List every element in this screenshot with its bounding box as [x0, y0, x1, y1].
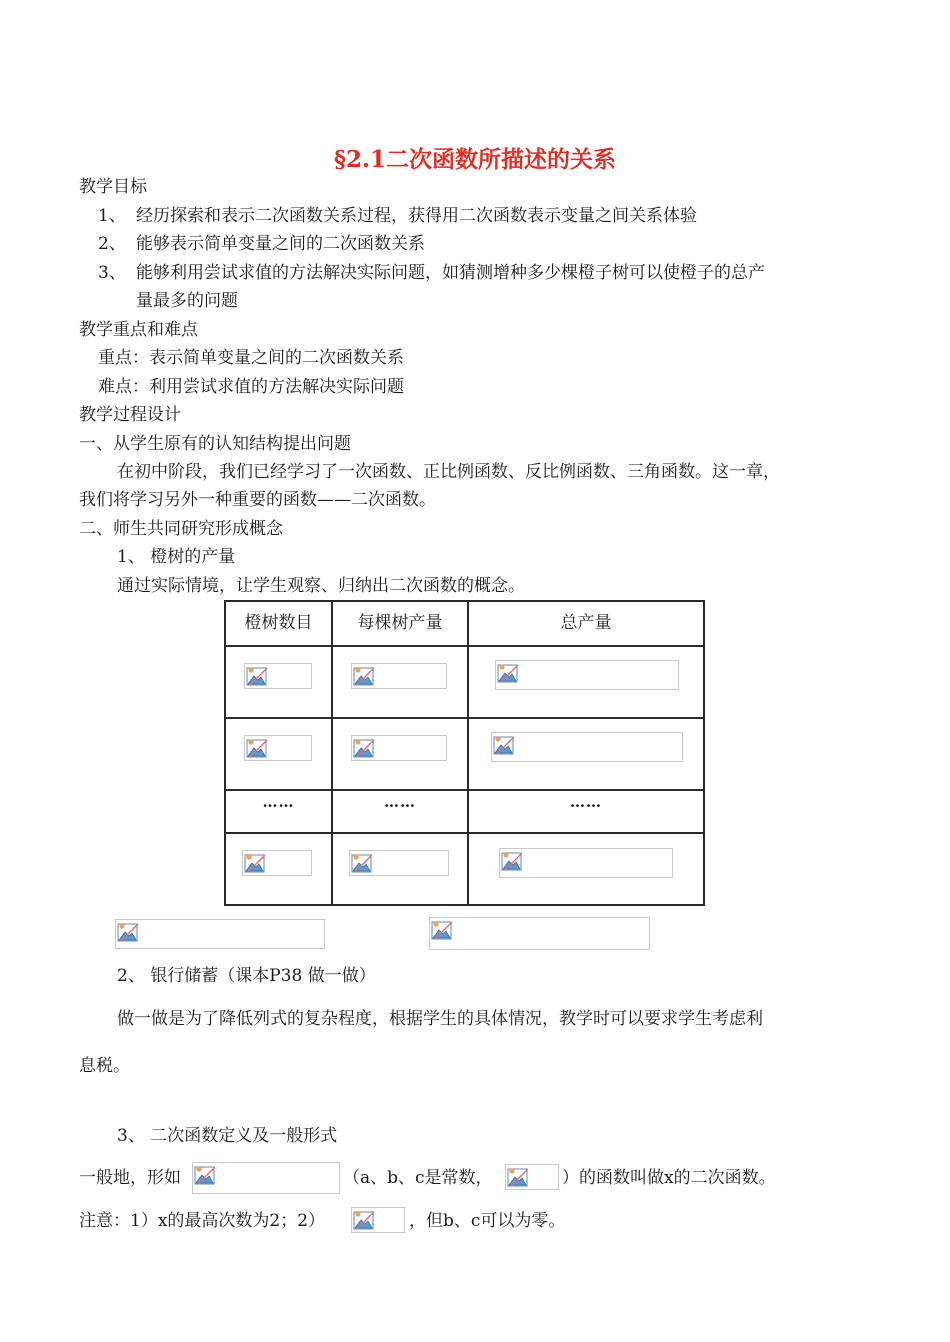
table-cell: [468, 790, 704, 833]
orange-yield-table: [224, 600, 705, 906]
definition-text-c: ）的函数叫做x的二次函数。: [562, 1168, 776, 1188]
broken-image-icon: [351, 852, 373, 874]
header-yield-per-tree: 每棵树产量: [357, 613, 443, 633]
note-text-a: 注意：1）x的最高次数为2；2）: [79, 1211, 326, 1231]
table-cell: [332, 833, 468, 905]
table-header-cell: [225, 601, 332, 646]
broken-image-icon: [117, 921, 139, 943]
table-cell: [332, 718, 468, 790]
formula-image: [505, 1164, 559, 1190]
table-header-cell: [332, 601, 468, 646]
formula-image: [495, 660, 679, 690]
table-cell: [332, 790, 468, 833]
broken-image-icon: [194, 1164, 216, 1186]
table-cell: [225, 790, 332, 833]
sub1-heading: 1、 橙树的产量: [117, 547, 236, 567]
note-text-b: ，但b、c可以为零。: [409, 1211, 566, 1231]
formula-image: [351, 663, 447, 689]
sub2-paragraph-line1: 做一做是为了降低列式的复杂程度，根据学生的具体情况，教学时可以要求学生考虑利: [117, 1009, 763, 1029]
broken-image-icon: [501, 850, 523, 872]
goal-3-num: 3、: [98, 263, 126, 283]
formula-image: [349, 850, 449, 876]
formula-image: [242, 850, 312, 876]
formula-image: [244, 735, 312, 761]
goal-1-num: 1、: [98, 206, 126, 226]
formula-image: [491, 732, 683, 762]
formula-image: [192, 1162, 340, 1194]
ellipsis: ……: [384, 793, 416, 811]
table-row: [225, 790, 704, 833]
ellipsis: ……: [570, 793, 602, 811]
part2-heading: 二、师生共同研究形成概念: [79, 519, 283, 539]
broken-image-icon: [507, 1166, 529, 1188]
sub2-heading: 2、 银行储蓄（课本P38 做一做）: [117, 966, 376, 986]
table-header-row: [225, 601, 704, 646]
broken-image-icon: [353, 665, 375, 687]
goal-1-text: 经历探索和表示二次函数关系过程，获得用二次函数表示变量之间关系体验: [136, 206, 697, 226]
goal-2-text: 能够表示简单变量之间的二次函数关系: [136, 234, 425, 254]
definition-text-b: （a、b、c是常数，: [343, 1168, 493, 1188]
part1-paragraph-line1: 在初中阶段，我们已经学习了一次函数、正比例函数、反比例函数、三角函数。这一章，: [117, 462, 780, 482]
table-cell: [225, 718, 332, 790]
goal-3-text: 能够利用尝试求值的方法解决实际问题，如猜测增种多少棵橙子树可以使橙子的总产: [136, 263, 765, 283]
goal-2-num: 2、: [98, 234, 126, 254]
broken-image-icon: [246, 737, 268, 759]
table-cell: [332, 646, 468, 718]
header-total-yield: 总产量: [560, 613, 612, 633]
goals-heading: 教学目标: [79, 177, 147, 197]
broken-image-icon: [244, 852, 266, 874]
broken-image-icon: [353, 737, 375, 759]
table-cell: [468, 718, 704, 790]
goal-3-continuation: 量最多的问题: [136, 291, 238, 311]
formula-image: [351, 1207, 405, 1233]
part1-paragraph-line2: 我们将学习另外一种重要的函数——二次函数。: [79, 490, 436, 510]
table-row: [225, 718, 704, 790]
formula-image: [244, 663, 312, 689]
part1-heading: 一、从学生原有的认知结构提出问题: [79, 434, 351, 454]
sub3-heading: 3、 二次函数定义及一般形式: [117, 1126, 338, 1146]
difficult-point: 难点：利用尝试求值的方法解决实际问题: [98, 377, 404, 397]
process-heading: 教学过程设计: [79, 405, 181, 425]
table-row: [225, 833, 704, 905]
sub2-paragraph-line2: 息税。: [79, 1056, 130, 1076]
broken-image-icon: [493, 734, 515, 756]
broken-image-icon: [246, 665, 268, 687]
table-row: [225, 646, 704, 718]
broken-image-icon: [431, 919, 453, 941]
formula-image: [115, 919, 325, 949]
formula-image: [351, 735, 447, 761]
formula-image: [429, 917, 650, 950]
table-cell: [468, 833, 704, 905]
header-tree-count: 橙树数目: [244, 613, 313, 633]
key-point: 重点：表示简单变量之间的二次函数关系: [98, 348, 404, 368]
table-cell: [225, 833, 332, 905]
table-header-cell: [468, 601, 704, 646]
keypoints-heading: 教学重点和难点: [79, 320, 198, 340]
formula-image: [499, 848, 673, 878]
table-cell: [225, 646, 332, 718]
table-cell: [468, 646, 704, 718]
ellipsis: ……: [262, 793, 295, 811]
definition-text-a: 一般地，形如: [79, 1168, 181, 1188]
page-title: §2.1二次函数所描述的关系: [333, 146, 617, 173]
broken-image-icon: [497, 662, 519, 684]
sub1-description: 通过实际情境，让学生观察、归纳出二次函数的概念。: [117, 576, 525, 596]
broken-image-icon: [353, 1209, 375, 1231]
